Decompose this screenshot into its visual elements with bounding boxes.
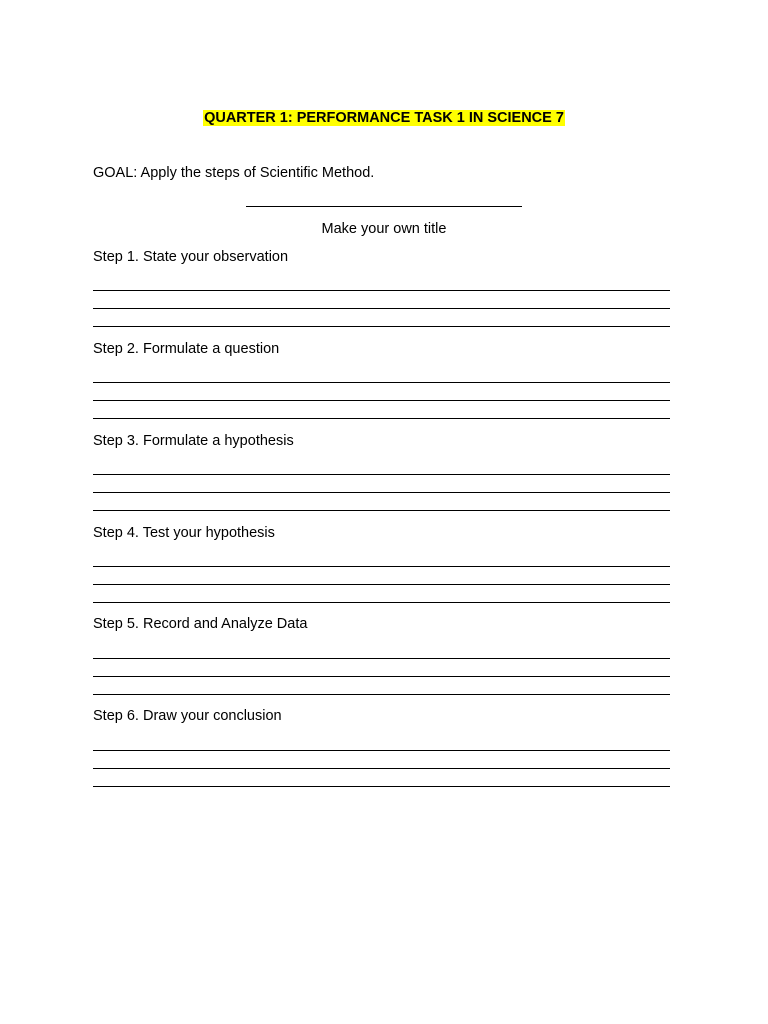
step-1-answer-line[interactable]	[93, 290, 670, 291]
page-title	[0, 109, 768, 127]
step-4-answer-line[interactable]	[93, 566, 670, 567]
step-5-answer-line[interactable]	[93, 694, 670, 695]
step-4-answer-line[interactable]	[93, 584, 670, 585]
step-2-answer-line[interactable]	[93, 400, 670, 401]
step-6-label: Step 6. Draw your conclusion	[93, 708, 282, 724]
step-5-answer-line[interactable]	[93, 676, 670, 677]
page-title-text: QUARTER 1: PERFORMANCE TASK 1 IN SCIENCE 7	[204, 110, 564, 126]
step-2-answer-line[interactable]	[93, 418, 670, 419]
step-1-label: Step 1. State your observation	[93, 249, 289, 265]
title-caption: Make your own title	[321, 221, 447, 237]
step-5-label: Step 5. Record and Analyze Data	[93, 616, 308, 632]
step-3-answer-line[interactable]	[93, 492, 670, 493]
step-5-answer-line[interactable]	[93, 658, 670, 659]
step-3-answer-line[interactable]	[93, 474, 670, 475]
step-6-answer-line[interactable]	[93, 768, 670, 769]
step-6-answer-line[interactable]	[93, 786, 670, 787]
step-1-answer-line[interactable]	[93, 326, 670, 327]
goal-text: GOAL: Apply the steps of Scientific Method.	[93, 165, 375, 181]
step-3-label: Step 3. Formulate a hypothesis	[93, 433, 294, 449]
step-2-label: Step 2. Formulate a question	[93, 341, 280, 357]
step-4-answer-line[interactable]	[93, 602, 670, 603]
step-6-answer-line[interactable]	[93, 750, 670, 751]
title-blank-line[interactable]	[246, 206, 522, 207]
step-2-answer-line[interactable]	[93, 382, 670, 383]
step-3-answer-line[interactable]	[93, 510, 670, 511]
step-1-answer-line[interactable]	[93, 308, 670, 309]
step-4-label: Step 4. Test your hypothesis	[93, 525, 275, 541]
